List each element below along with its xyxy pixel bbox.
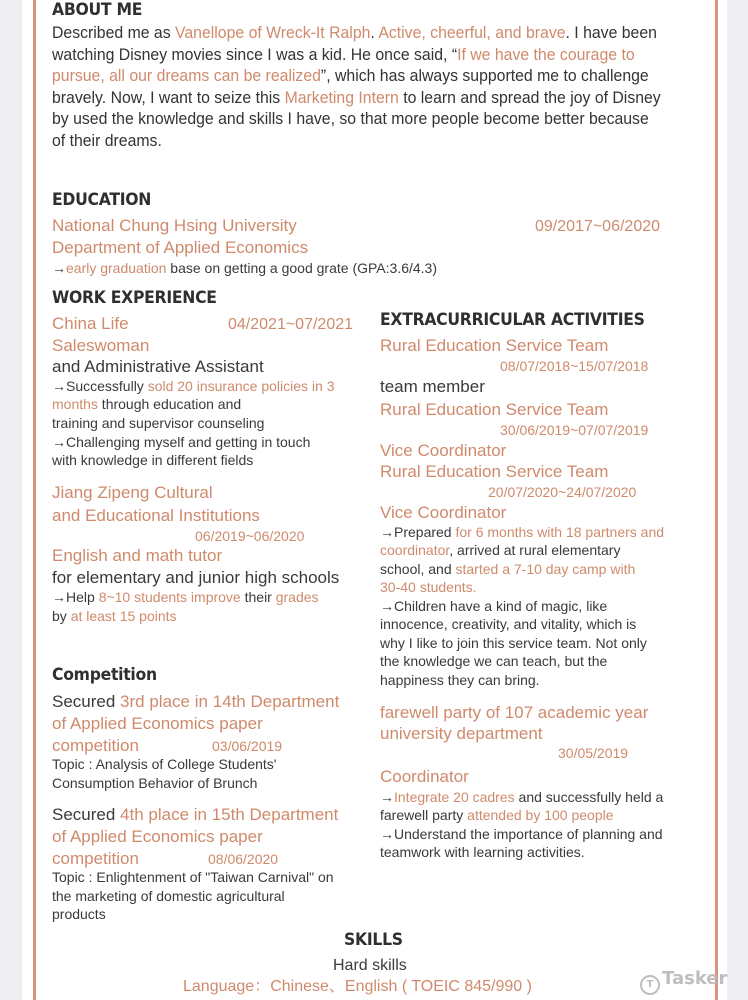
job2-company-line2: and Educational Institutions [52, 506, 260, 525]
activity-3-bullet2-line4: the knowledge we can teach, but the [380, 653, 608, 669]
about-highlight: If we have the courage to pursue, all our dreams can be realized [52, 44, 635, 85]
education-heading: EDUCATION [52, 190, 152, 210]
job1-bullet1-line1: →Successfully sold 20 insurance policies in 3 [52, 378, 335, 394]
competition-2-date: 08/06/2020 [208, 851, 279, 867]
competition-1-line3: competition [52, 736, 139, 755]
activity-4-bullet1-line2: farewell party attended by 100 people [380, 807, 614, 823]
skills-language: Language：Chinese、English ( TOEIC 845/990 ) [183, 978, 532, 995]
activity-3-bullet2-line5: happiness they can bring. [380, 672, 540, 688]
about-heading: ABOUT ME [52, 0, 143, 20]
skills-subheading: Hard skills [333, 957, 407, 974]
education-note [52, 259, 437, 278]
competition-2-topic-line1: Topic : Enlightenment of "Taiwan Carnival" on [52, 869, 334, 885]
job2-bullet-line2: by at least 15 points [52, 608, 177, 624]
activity-3-bullet1-line2: coordinator, arrived at rural elementary [380, 542, 621, 558]
activity-3-bullet2-line2: innocence, creativity, and vitality, which is [380, 616, 637, 632]
competition-1-line2: of Applied Economics paper [52, 714, 263, 733]
about-text: . I have been watching Disney movies since I was a kid. He once said, “ [52, 23, 657, 64]
about-highlight: Vanellope of Wreck-It Ralph [175, 23, 371, 42]
job1-bullet2-line1: →Challenging myself and getting in touch [52, 434, 311, 450]
activity-2-team: Rural Education Service Team [380, 400, 609, 419]
activity-4-date: 30/05/2019 [558, 745, 629, 761]
activity-4-title-line2: university department [380, 724, 543, 743]
education-department: Department of Applied Economics [52, 238, 309, 257]
about-text: Described me as [52, 23, 176, 42]
job1-company: China Life [52, 314, 129, 333]
activity-3-bullet1-line4: 30-40 students. [380, 579, 477, 595]
activity-3-bullet2-line3: why I like to join this service team. Not only [380, 635, 647, 651]
job1-bullet1-line2: months through education and [52, 396, 242, 412]
activity-4-role: Coordinator [380, 767, 469, 786]
activity-4-title-line1: farewell party of 107 academic year [380, 703, 649, 722]
about-text: ”, which has always supported me to challenge bravely. Now, I want to seize this [52, 66, 649, 107]
activity-4-bullet2-line2: teamwork with learning activities. [380, 844, 585, 860]
about-paragraph [52, 22, 666, 151]
activity-3-dates: 20/07/2020~24/07/2020 [488, 484, 637, 500]
activity-4-bullet2-line1: →Understand the importance of planning and [380, 826, 663, 842]
work-heading: WORK EXPERIENCE [52, 288, 217, 308]
activity-2-dates: 30/06/2019~07/07/2019 [500, 422, 649, 438]
activity-1-dates: 08/07/2018~15/07/2018 [500, 358, 649, 374]
activity-1-role: team member [380, 377, 485, 396]
competition-2-line2: of Applied Economics paper [52, 827, 263, 846]
watermark [640, 968, 727, 995]
page-border-left [33, 0, 36, 1000]
job2-bullet-line1: →Help 8~10 students improve their grades [52, 589, 319, 605]
competition-1-topic-line2: Consumption Behavior of Brunch [52, 775, 258, 791]
about-text: to learn and spread the joy of Disney by used the knowledge and skills I have, so that more people become better because of their dreams. [52, 87, 661, 150]
job1-bullet1-line3: training and supervisor counseling [52, 415, 265, 431]
watermark-text: Tasker [662, 968, 728, 989]
job2-title-rest: for elementary and junior high schools [52, 568, 340, 587]
job2-dates: 06/2019~06/2020 [195, 528, 305, 544]
tasker-logo-icon: T [640, 975, 660, 995]
competition-2-topic-line3: products [52, 906, 106, 922]
extracurricular-heading: EXTRACURRICULAR ACTIVITIES [380, 310, 645, 330]
page-border-right [715, 0, 718, 1000]
competition-heading: Competition [52, 665, 157, 685]
job1-title: Saleswoman [52, 336, 150, 355]
competition-2-line3: competition [52, 849, 139, 868]
skills-heading: SKILLS [344, 930, 403, 950]
job1-title-rest: and Administrative Assistant [52, 357, 264, 376]
about-highlight: Active, cheerful, and brave [378, 23, 566, 42]
competition-1-topic-line1: Topic : Analysis of College Students' [52, 756, 277, 772]
competition-2-topic-line2: the marketing of domestic agricultural [52, 888, 285, 904]
job2-company-line1: Jiang Zipeng Cultural [52, 483, 213, 502]
activity-4-bullet1-line1: →Integrate 20 cadres and successfully held a [380, 789, 664, 805]
activity-3-team: Rural Education Service Team [380, 462, 609, 481]
arrow: → [52, 260, 66, 276]
activity-3-bullet1-line1: →Prepared for 6 months with 18 partners and [380, 524, 665, 540]
about-text: . [370, 23, 379, 42]
activity-3-bullet1-line3: school, and started a 7-10 day camp with [380, 561, 636, 577]
about-highlight: Marketing Intern [284, 87, 399, 107]
job1-bullet2-line2: with knowledge in different fields [52, 452, 254, 468]
activity-3-role: Vice Coordinator [380, 503, 507, 522]
education-dates: 09/2017~06/2020 [535, 218, 661, 235]
activity-2-role: Vice Coordinator [380, 441, 507, 460]
education-note-highlight: early graduation [66, 260, 167, 276]
activity-3-bullet2-line1: →Children have a kind of magic, like [380, 598, 608, 614]
education-note-text: base on getting a good grate (GPA:3.6/4.3) [166, 260, 437, 276]
competition-2-line1: Secured 4th place in 15th Department [52, 805, 339, 824]
education-school: National Chung Hsing University [52, 216, 297, 235]
job1-dates: 04/2021~07/2021 [228, 316, 354, 333]
competition-1-line1: Secured 3rd place in 14th Department [52, 692, 340, 711]
job2-title: English and math tutor [52, 546, 223, 565]
activity-1-team: Rural Education Service Team [380, 336, 609, 355]
competition-1-date: 03/06/2019 [212, 738, 283, 754]
